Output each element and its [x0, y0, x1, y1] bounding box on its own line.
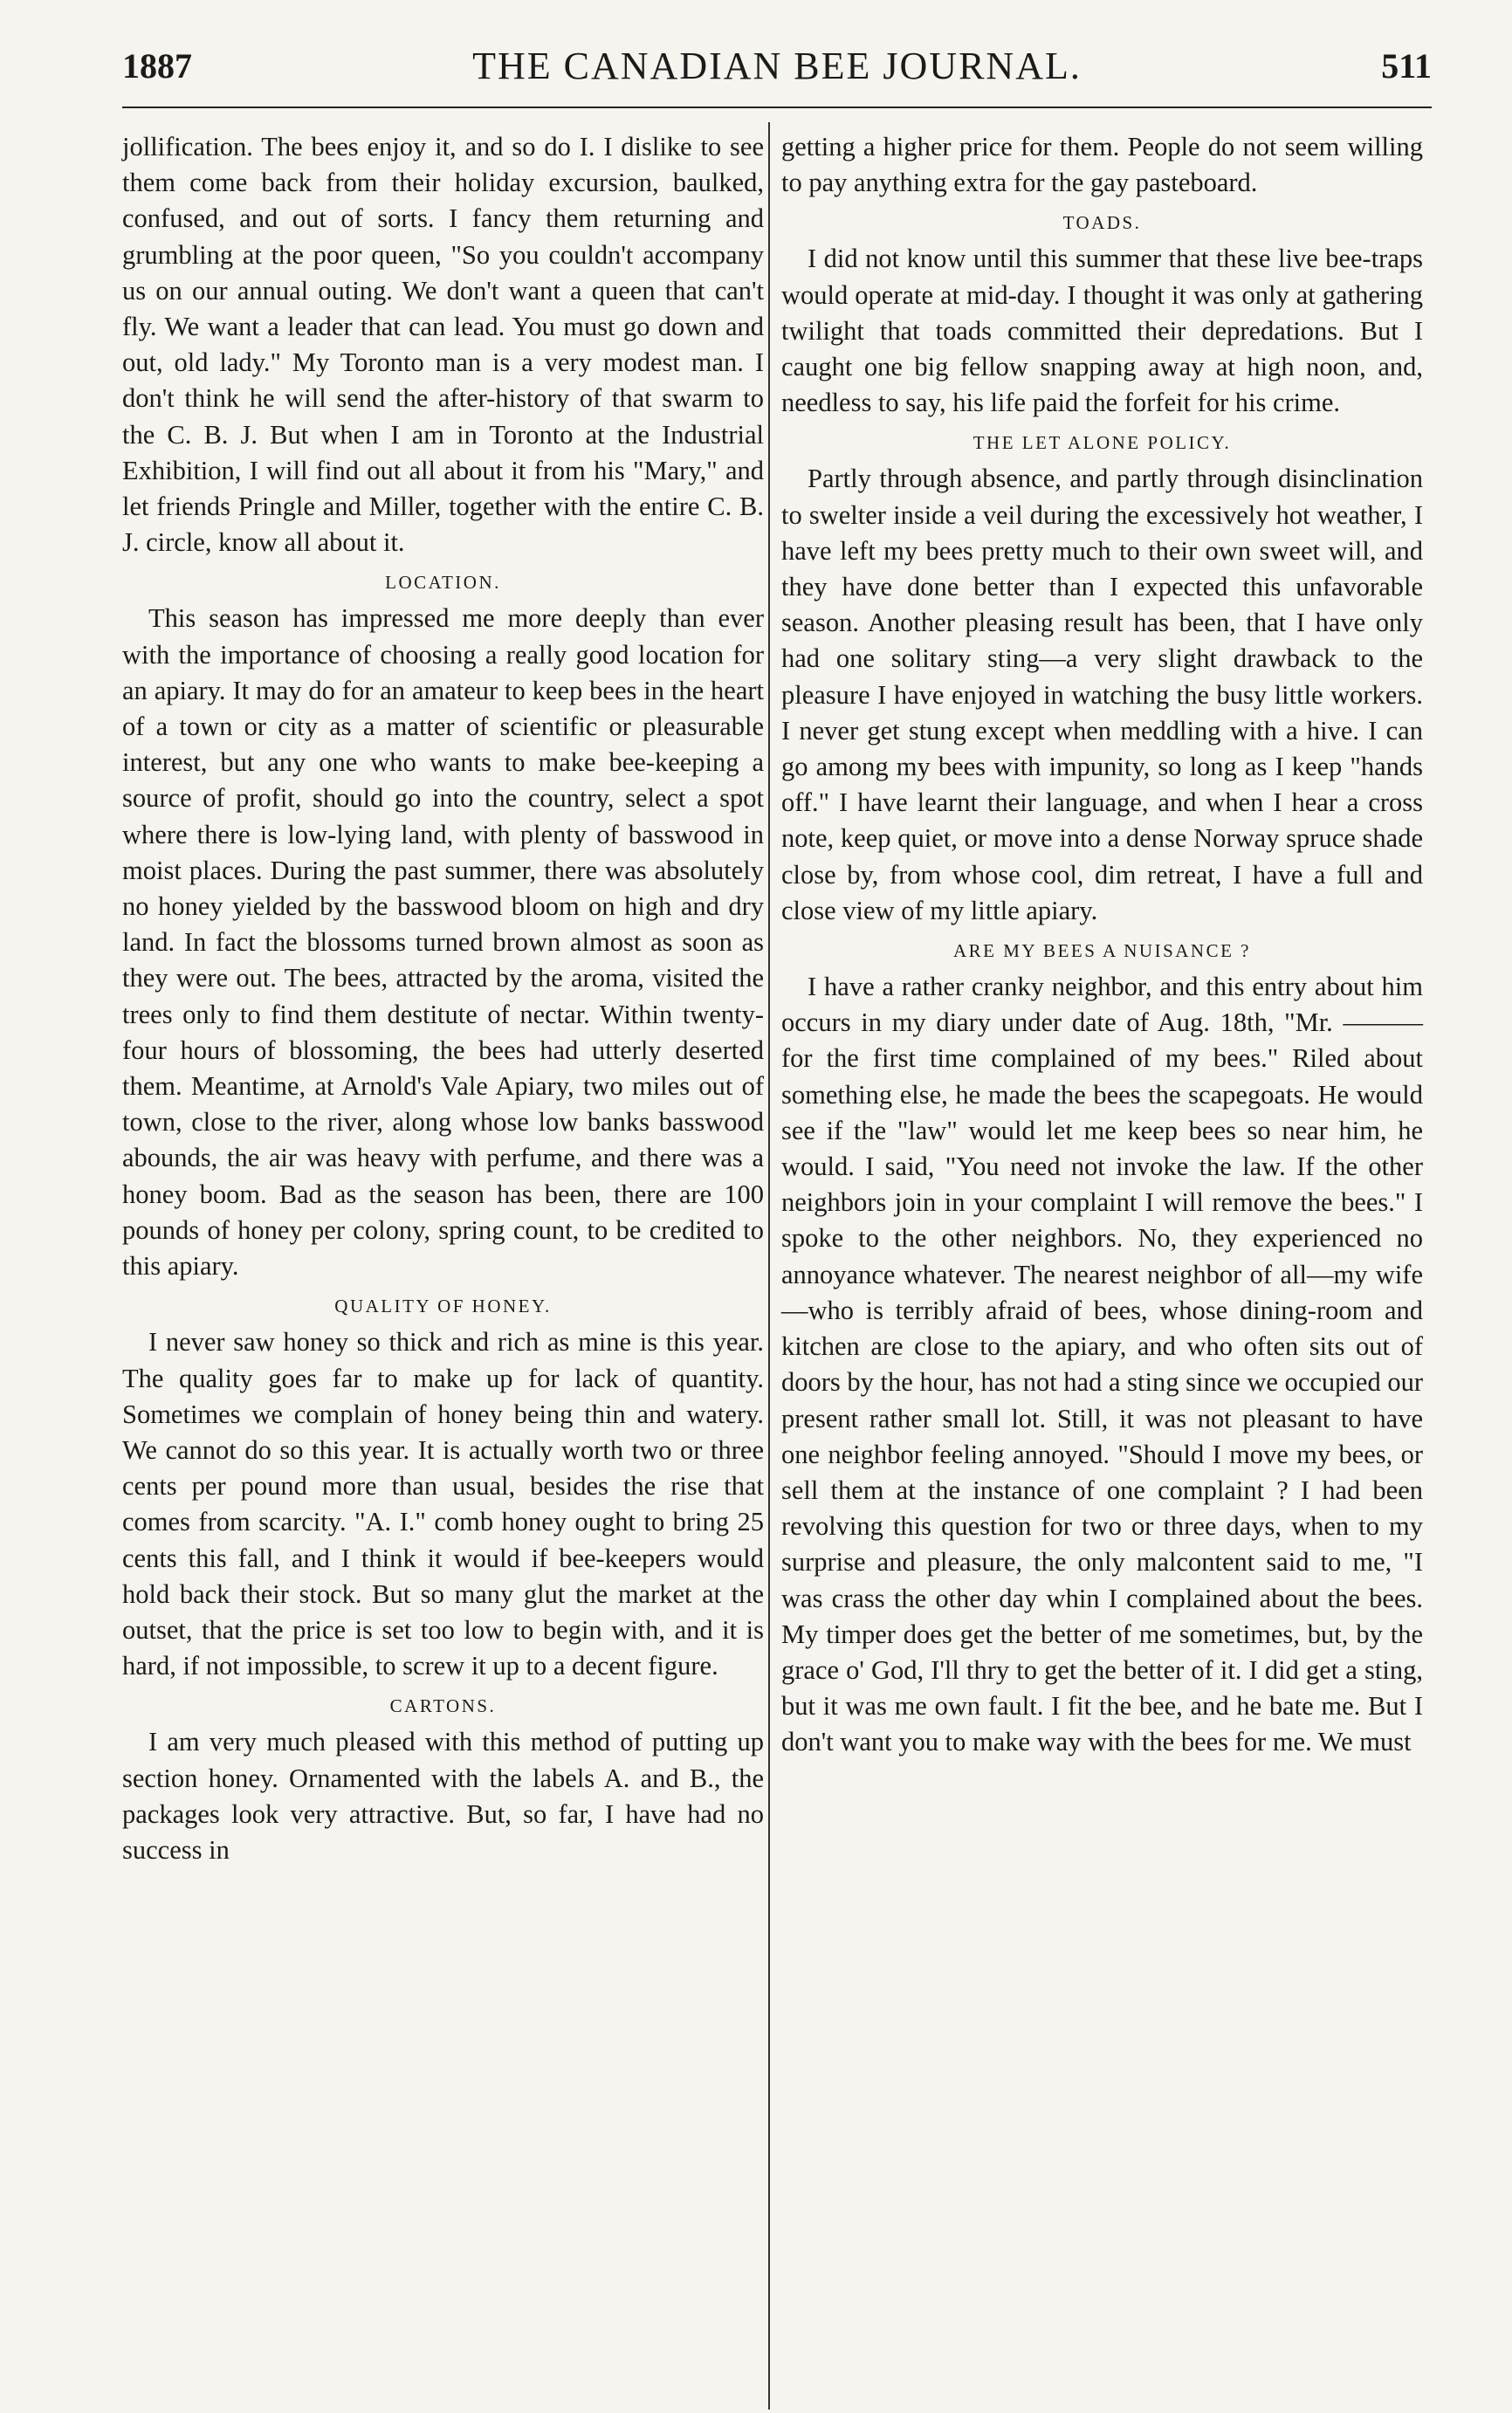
- paragraph-cartons-continued: getting a higher price for them. People do not seem willing to pay anything extra for the gay pasteboard.: [781, 132, 1423, 198]
- paragraph-cartons: I am very much pleased with this method of putting up section honey. Ornamented with the labels A. and B., the packages look very attractive. But, so far, I have had no success in: [122, 1727, 764, 1865]
- paragraph-nuisance: I have a rather cranky neighbor, and this entry about him occurs in my diary under date of Aug. 18th, "Mr. ——— for the first time complained of my bees." Riled about something else, he made the bees the scapegoats. He would see if the "law" would let me keep bees so near him, he would. I said, "You need not invoke the law. If the other neighbors join in your complaint I will remove the bees." I spoke to the other neighbors. No, they experienced no annoyance whatever. The nearest neighbor of all—my wife—who is terribly afraid of bees, whose dining-room and kitchen are close to the apiary, and who often sits out of doors by the hour, has not had a sting since we occupied our present rather small lot. Still, it was not pleasant to have one neighbor feeling annoyed. "Should I move my bees, or sell them at the instance of one complaint ? I had been revolving this question for two or three days, when to my surprise and pleasure, the only malcontent said to me, "I was crass the other day whin I complained about the bees. My timper does get the better of me sometimes, but, by the grace o' God, I'll thry to get the better of it. I did get a sting, but it was me own fault. I fit the bee, and he bate me. But I don't want you to make way with the bees for me. We must: [781, 972, 1423, 1757]
- section-heading-location: LOCATION.: [385, 572, 501, 594]
- header-year: 1887: [122, 46, 192, 86]
- running-header: [122, 42, 1432, 103]
- section-heading-nuisance: ARE MY BEES A NUISANCE ?: [953, 940, 1251, 962]
- page-number: 511: [1381, 46, 1432, 86]
- left-column: [122, 129, 764, 1868]
- journal-title: THE CANADIAN BEE JOURNAL.: [472, 45, 1082, 87]
- column-rule: [768, 122, 770, 2410]
- header-rule: [122, 107, 1432, 108]
- section-heading-quality: QUALITY OF HONEY.: [334, 1296, 552, 1317]
- section-heading-cartons: CARTONS.: [389, 1695, 497, 1717]
- right-column: [781, 129, 1423, 1761]
- paragraph-location: This season has impressed me more deeply than ever with the importance of choosing a really good location for an apiary. It may do for an amateur to keep bees in the heart of a town or city as a matter of scientific or pleasurable interest, but any one who wants to make bee-keeping a source of profit, should go into the country, select a spot where there is low-lying land, with plenty of basswood in moist places. During the past summer, there was absolutely no honey yielded by the basswood bloom on high and dry land. In fact the blossoms turned brown almost as soon as they were out. The bees, attracted by the aroma, visited the trees only to find them destitute of nectar. Within twenty-four hours of blossoming, the bees had utterly deserted them. Meantime, at Arnold's Vale Apiary, two miles out of town, close to the river, along whose low banks basswood abounds, the air was heavy with perfume, and there was a honey boom. Bad as the season has been, there are 100 pounds of honey per colony, spring count, to be credited to this apiary.: [122, 603, 764, 1282]
- paragraph-toads: I did not know until this summer that these live bee-traps would operate at mid-day. I thought it was only at gathering twilight that toads committed their depredations. But I caught one big fellow snapping away at high noon, and, needless to say, his life paid the forfeit for his crime.: [781, 244, 1423, 418]
- section-heading-let-alone-policy: THE LET ALONE POLICY.: [972, 432, 1232, 454]
- section-heading-toads: TOADS.: [1062, 212, 1142, 234]
- paragraph-continued: jollification. The bees enjoy it, and so do I. I dislike to see them come back from their holiday excursion, baulked, confused, and out of sorts. I fancy them returning and grumbling at the poor queen, "So you couldn't accompany us on our annual outing. We don't want a queen that can't fly. We want a leader that can lead. You must go down and out, old lady." My Toronto man is a very modest man. I don't think he will send the after-history of that swarm to the C. B. J. But when I am in Toronto at the Industrial Exhibition, I will find out all about it from his "Mary," and let friends Pringle and Miller, together with the entire C. B. J. circle, know all about it.: [122, 132, 764, 558]
- paragraph-quality: I never saw honey so thick and rich as mine is this year. The quality goes far to make up for lack of quantity. Sometimes we complain of honey being thin and watery. We cannot do so this year. It is actually worth two or three cents per pound more than usual, besides the rise that comes from scarcity. "A. I." comb honey ought to bring 25 cents this fall, and I think it would if bee-keepers would hold back their stock. But so many glut the market at the outset, that the price is set too low to begin with, and it is hard, if not impossible, to screw it up to a decent figure.: [122, 1327, 764, 1681]
- paragraph-let-alone-policy: Partly through absence, and partly through disinclination to swelter inside a veil during the excessively hot weather, I have left my bees pretty much to their own sweet will, and they have done better than I expected this unfavorable season. Another pleasing result has been, that I have only had one solitary sting—a very slight drawback to the pleasure I have enjoyed in watching the busy little workers. I never get stung except when meddling with a hive. I can go among my bees with impunity, so long as I keep "hands off." I have learnt their language, and when I hear a cross note, keep quiet, or move into a dense Norway spruce shade close by, from whose cool, dim retreat, I have a full and close view of my little apiary.: [781, 464, 1423, 925]
